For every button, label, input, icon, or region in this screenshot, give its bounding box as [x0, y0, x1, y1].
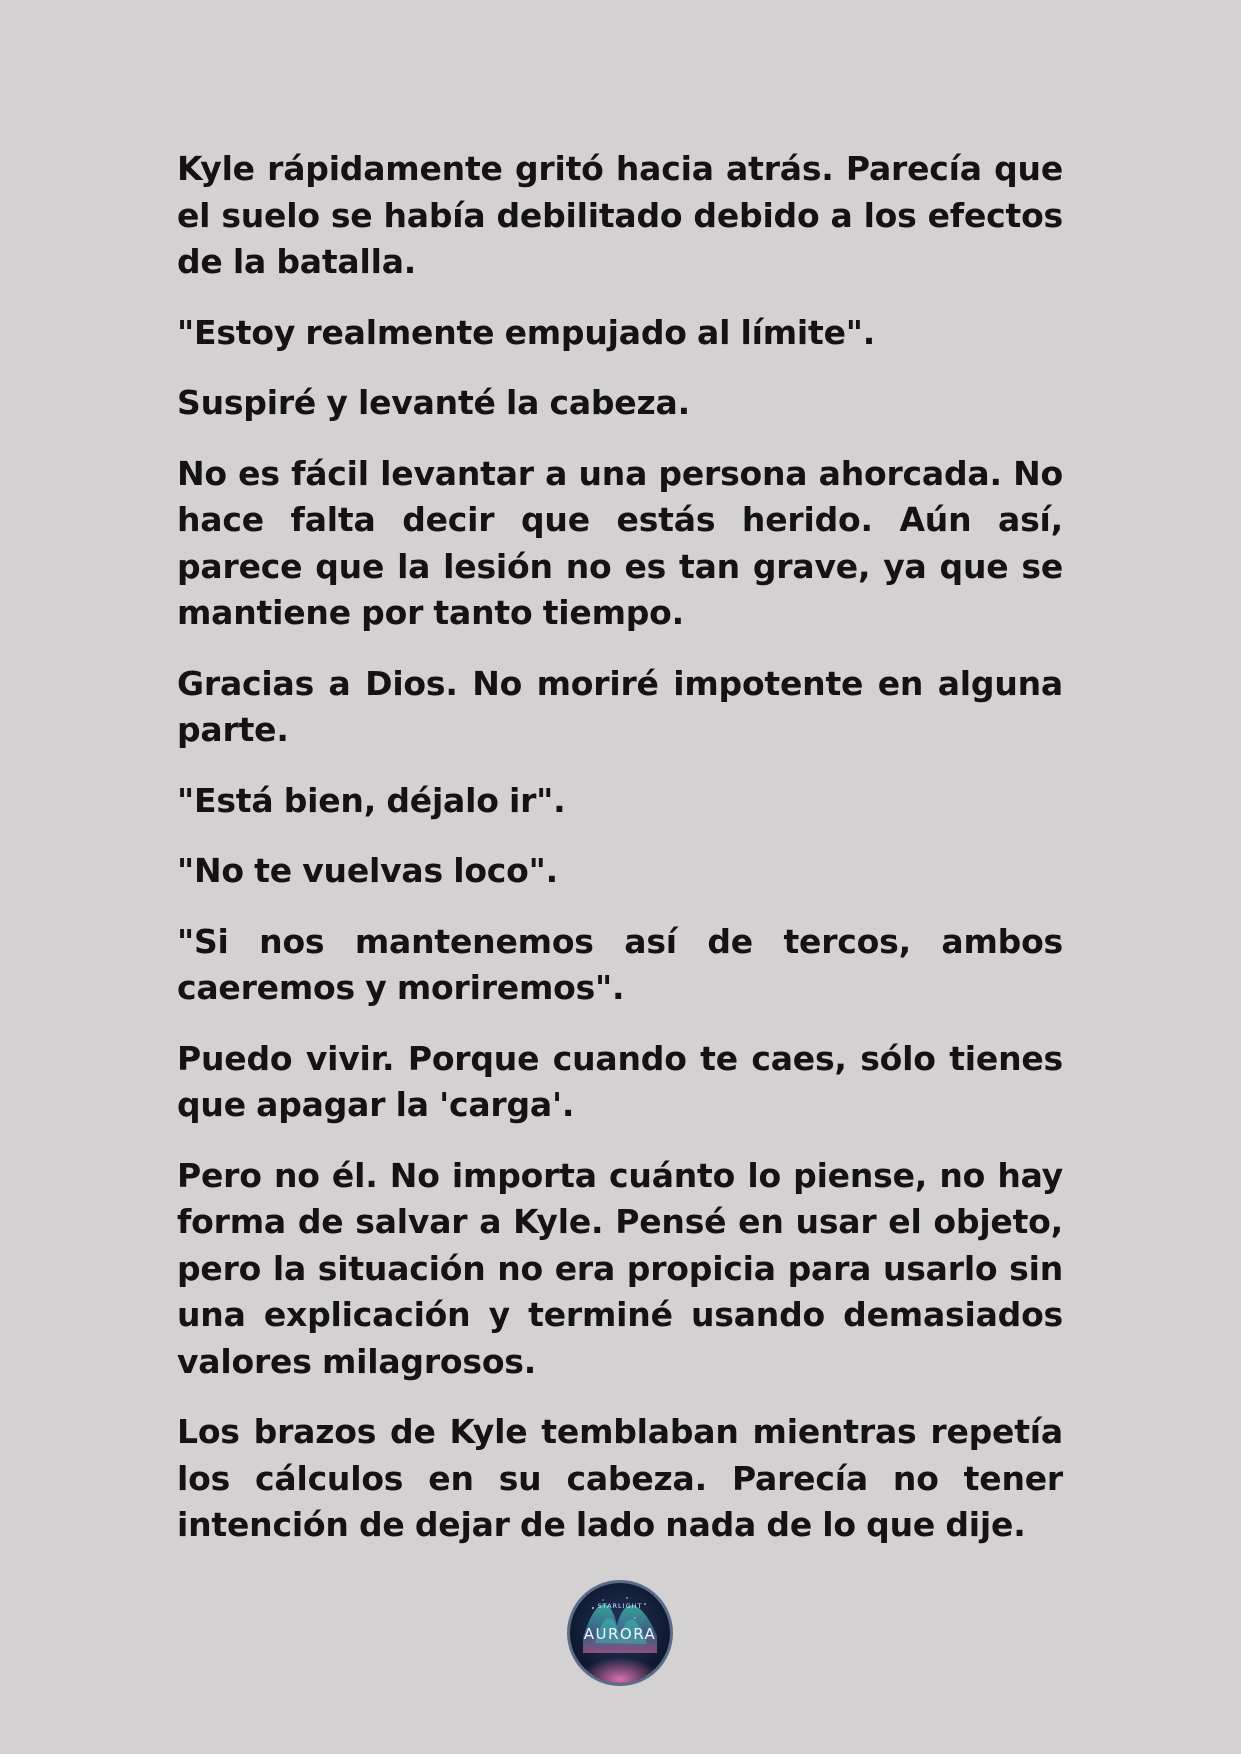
paragraph-5: Gracias a Dios. No moriré impotente en alguna parte. [177, 663, 1063, 749]
paragraph-10: Pero no él. No importa cuánto lo piense, no hay forma de salvar a Kyle. Pensé en usar el objeto, pero la situación no era propicia para usarlo sin una explicación y terminé usando demasiados valores milagrosos. [177, 1155, 1063, 1381]
text-page [177, 146, 1063, 1573]
paragraph-8: "Si nos mantenemos así de tercos, ambos caeremos y moriremos". [177, 921, 1063, 1007]
paragraph-11: Los brazos de Kyle temblaban mientras repetía los cálculos en su cabeza. Parecía no tener intención de dejar de lado nada de lo que dije. [177, 1412, 1063, 1544]
aurora-logo-svg [565, 1578, 675, 1688]
logo-main-text: AURORA [583, 1625, 657, 1643]
aurora-logo-icon [565, 1578, 675, 1688]
paragraph-2: "Estoy realmente empujado al límite". [177, 312, 876, 352]
paragraph-6: "Está bien, déjalo ir". [177, 780, 566, 820]
logo-top-text: STARLIGHT [597, 1602, 643, 1610]
paragraph-3: Suspiré y levanté la cabeza. [177, 383, 690, 422]
paragraph-1: Kyle rápidamente gritó hacia atrás. Parecía que el suelo se había debilitado debido a los efectos de la batalla. [177, 149, 1063, 281]
paragraph-9: Puedo vivir. Porque cuando te caes, sólo tienes que apagar la 'carga'. [177, 1038, 1063, 1124]
paragraph-7: "No te vuelvas loco". [177, 851, 558, 890]
paragraph-4: No es fácil levantar a una persona ahorcada. No hace falta decir que estás herido. Aún así, parece que la lesión no es tan grave, ya que se mantiene por tanto tiempo. [177, 453, 1063, 632]
